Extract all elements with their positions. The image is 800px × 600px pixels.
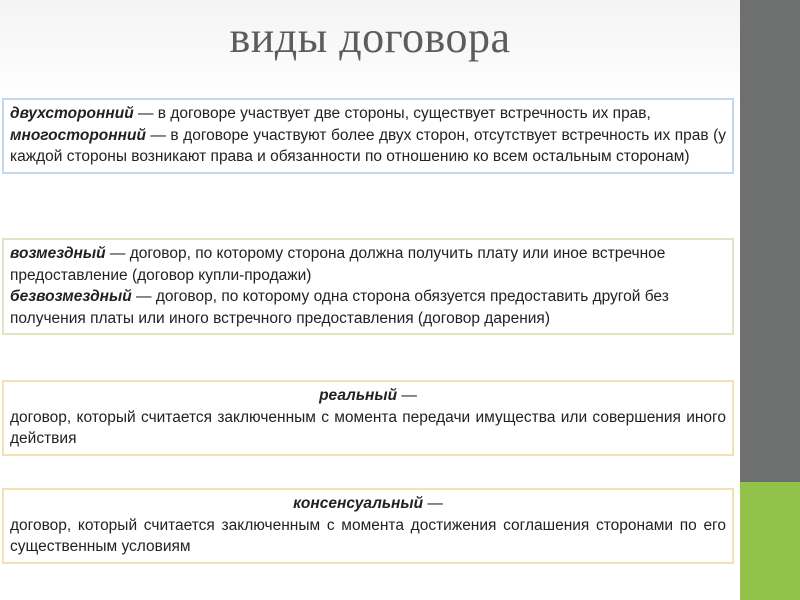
term-bilateral: двухсторонний — [10, 105, 134, 122]
box-real — [2, 380, 734, 456]
box-consensual — [2, 488, 734, 564]
heading-real — [10, 385, 726, 407]
definition-paid — [10, 243, 726, 286]
text-real: договор, который считается заключенным с момента передачи имущества или совершения иного действия — [10, 408, 726, 447]
heading-consensual — [10, 493, 726, 515]
side-accent — [740, 482, 800, 600]
text-gratuitous: — договор, по которому одна сторона обязуется предоставить другой без получения платы или иного встречного предоставления (договор дарения) — [10, 288, 669, 327]
term-gratuitous: безвозмездный — [10, 288, 132, 305]
term-real-suffix: — — [397, 387, 417, 404]
text-multilateral: — в договоре участвуют более двух сторон, отсутствует встречность их прав (у каждой стороны возникают права и обязанности по отношению ко всем остальным сторонам) — [10, 126, 726, 165]
text-bilateral: — в договоре участвует две стороны, существует встречность их прав, — [133, 105, 651, 122]
definition-multilateral — [10, 125, 726, 168]
term-multilateral: многосторонний — [10, 126, 146, 144]
definition-gratuitous — [10, 286, 726, 329]
text-consensual: договор, который считается заключенным с момента достижения соглашения сторонами по его существенным условиям — [10, 516, 726, 555]
box-paid-gratuitous — [2, 238, 734, 335]
term-paid: возмездный — [10, 245, 106, 262]
definition-bilateral — [10, 103, 726, 125]
term-consensual-suffix: — — [423, 495, 443, 512]
box-bilateral-multilateral — [2, 98, 734, 174]
text-paid: — договор, по которому сторона должна получить плату или иное встречное предоставление (договор купли-продажи) — [10, 245, 666, 284]
slide-title: виды договора — [229, 13, 511, 62]
term-real: реальный — [319, 387, 398, 404]
term-consensual: консенсуальный — [293, 495, 424, 512]
